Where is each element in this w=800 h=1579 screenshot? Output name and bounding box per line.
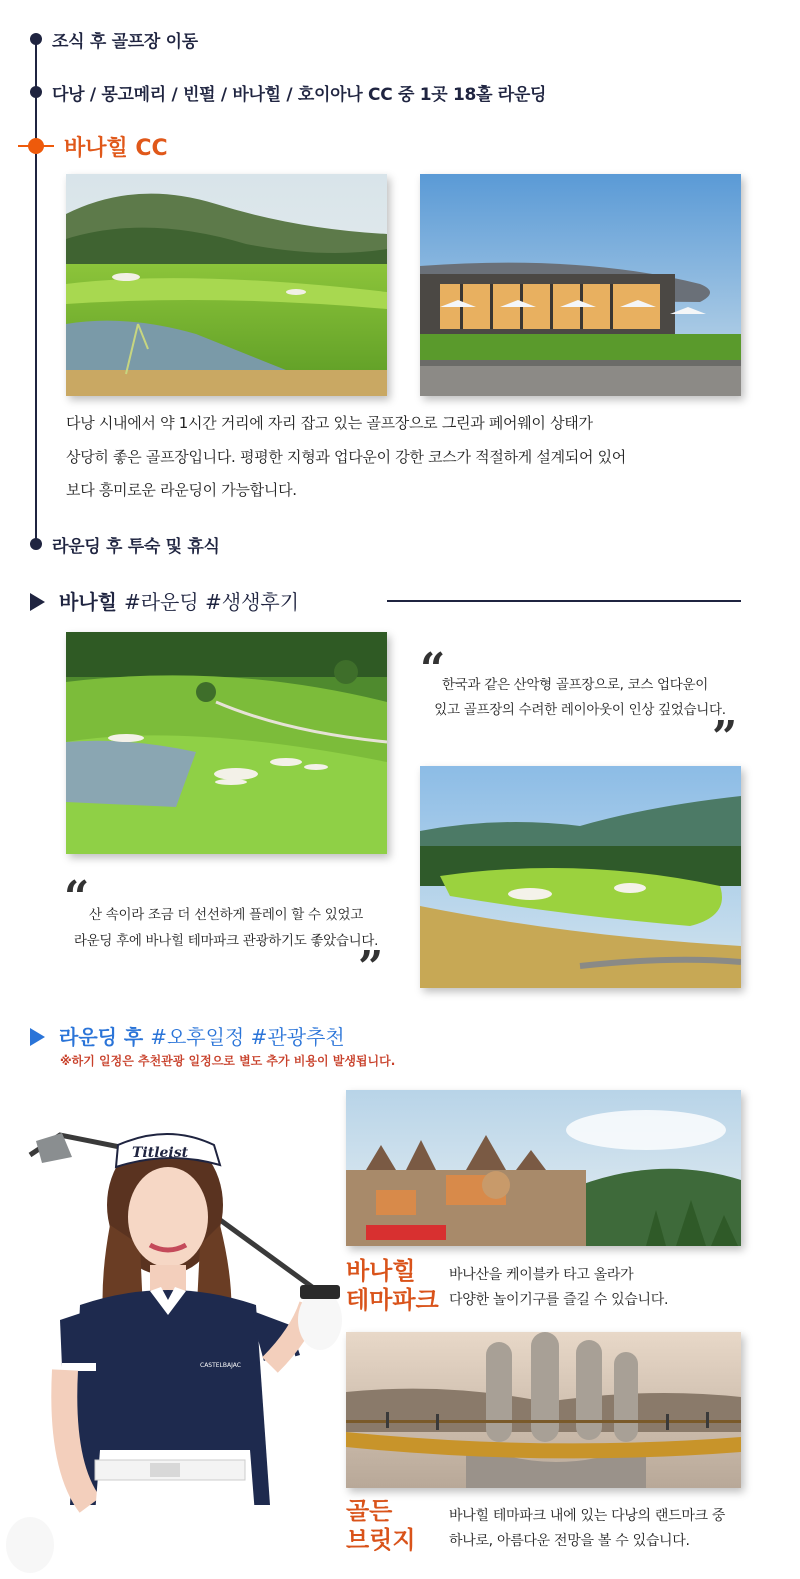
course-description-line: 상당히 좋은 골프장입니다. 평평한 지형과 업다운이 강한 코스가 적절하게 설계되어 있어 xyxy=(66,448,626,466)
timeline-line xyxy=(35,38,37,545)
timeline-dot xyxy=(30,33,42,45)
review-1-line: 있고 골프장의 수려한 레이아웃이 인상 깊었습니다. xyxy=(434,702,726,718)
attraction-1-name: 바나힐 테마파크 xyxy=(346,1257,439,1314)
course-description-line: 다낭 시내에서 약 1시간 거리에 자리 잡고 있는 골프장으로 그린과 페어웨이 상태가 xyxy=(66,414,593,432)
afternoon-heading-tags: #오후일정 #관광추천 xyxy=(150,1025,345,1049)
attraction-2-desc-line: 바나힐 테마파크 내에 있는 다낭의 랜드마크 중 xyxy=(449,1508,726,1524)
quote-open-icon: “ xyxy=(64,872,90,923)
afternoon-heading-main: 라운딩 후 xyxy=(59,1025,144,1049)
attraction-2-name: 골든 브릿지 xyxy=(346,1497,416,1554)
afternoon-heading xyxy=(30,1021,345,1050)
timeline-step-3: 라운딩 후 투숙 및 휴식 xyxy=(52,537,220,557)
reviews-heading-tags: #라운딩 #생생후기 xyxy=(123,590,300,614)
shirt-logo-text: CASTELBAJAC xyxy=(200,1362,241,1369)
quote-close-icon: ” xyxy=(712,712,738,763)
timeline-dot xyxy=(30,86,42,98)
fairway-aerial-photo xyxy=(66,632,387,854)
timeline-dot xyxy=(30,538,42,550)
attraction-1-desc-line: 바나산을 케이블카 타고 올라가 xyxy=(449,1267,634,1283)
course-title: 바나힐 CC xyxy=(64,136,168,161)
review-1-line: 한국과 같은 산악형 골프장으로, 코스 업다운이 xyxy=(441,677,709,693)
quote-open-icon: “ xyxy=(420,644,446,695)
theme-park-photo xyxy=(346,1090,741,1246)
reviews-heading xyxy=(30,586,299,615)
mountain-course-photo xyxy=(420,766,741,988)
visor-text: Titleist xyxy=(132,1145,189,1161)
golf-course-photo xyxy=(66,174,387,396)
golden-bridge-photo xyxy=(346,1332,741,1488)
attraction-2-desc xyxy=(449,1504,725,1553)
attraction-2-desc-line: 하나로, 아름다운 전망을 볼 수 있습니다. xyxy=(449,1532,690,1549)
triangle-icon xyxy=(30,593,45,611)
timeline-dot-active xyxy=(28,138,44,154)
attraction-1-desc xyxy=(449,1263,668,1312)
timeline-step-1: 조식 후 골프장 이동 xyxy=(52,32,198,52)
quote-close-icon: ” xyxy=(358,942,384,993)
attraction-1-desc-line: 다양한 놀이기구를 즐길 수 있습니다. xyxy=(449,1291,669,1308)
clubhouse-photo xyxy=(420,174,741,396)
triangle-icon xyxy=(30,1028,45,1046)
review-2-line: 산 속이라 조금 더 선선하게 플레이 할 수 있었고 xyxy=(88,907,363,923)
review-2-line: 라운딩 후에 바나힐 테마파크 관광하기도 좋았습니다. xyxy=(73,933,379,949)
heading-divider xyxy=(387,600,741,602)
course-description-line: 보다 흥미로운 라운딩이 가능합니다. xyxy=(66,481,297,499)
timeline-step-2: 다낭 / 몽고메리 / 빈펄 / 바나힐 / 호이아나 CC 중 1곳 18홀 라운딩 xyxy=(52,85,547,105)
reviews-heading-main: 바나힐 xyxy=(59,590,117,614)
golfer-illustration xyxy=(0,1105,360,1579)
notice-text: ※하기 일정은 추천관광 일정으로 별도 추가 비용이 발생됩니다. xyxy=(60,1054,396,1068)
